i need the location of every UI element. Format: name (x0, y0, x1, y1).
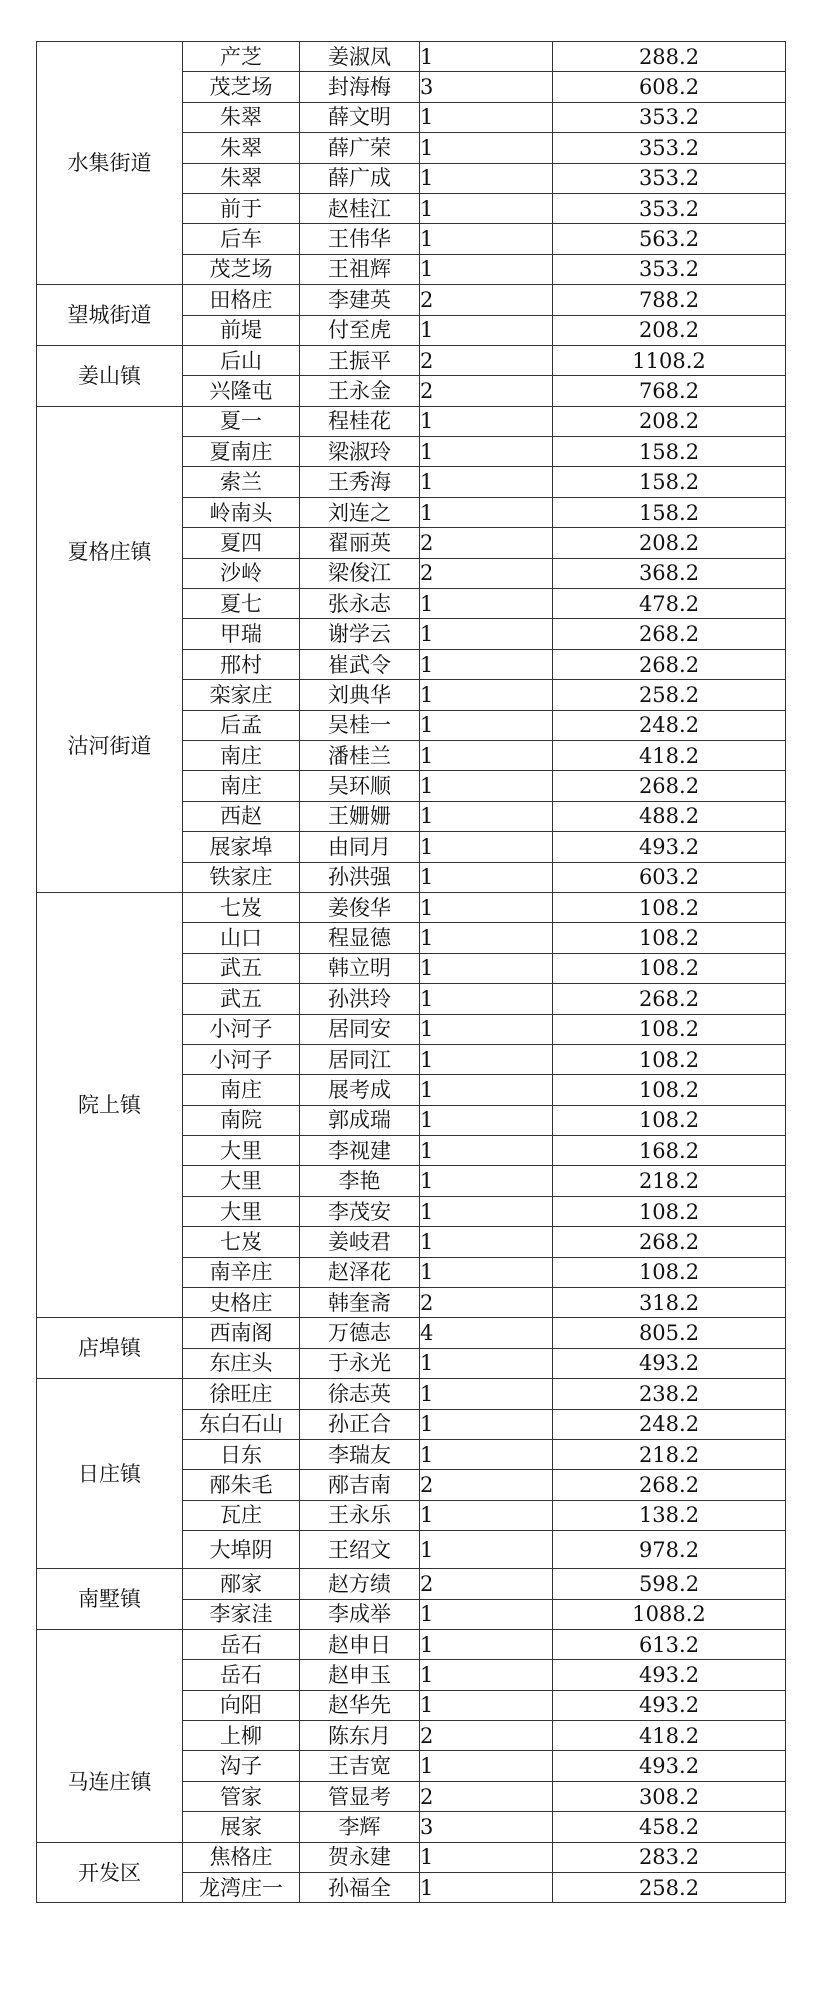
amount-cell: 603.2 (553, 862, 786, 892)
village-cell: 小河子 (183, 1044, 300, 1074)
name-cell: 王秀海 (300, 467, 420, 497)
village-cell: 夏七 (183, 589, 300, 619)
amount-cell: 488.2 (553, 801, 786, 831)
village-cell: 大里 (183, 1136, 300, 1166)
amount-cell: 598.2 (553, 1569, 786, 1599)
name-cell: 刘连之 (300, 497, 420, 527)
count-cell: 1 (420, 589, 553, 619)
count-cell: 4 (420, 1318, 553, 1348)
village-cell: 茂芝场 (183, 72, 300, 102)
name-cell: 吴桂一 (300, 710, 420, 740)
town-label: 院上镇 (78, 1093, 141, 1118)
name-cell: 刘典华 (300, 680, 420, 710)
table-row (37, 345, 786, 375)
amount-cell: 248.2 (553, 1409, 786, 1439)
count-cell: 1 (420, 1409, 553, 1439)
amount-cell: 805.2 (553, 1318, 786, 1348)
name-cell: 居同江 (300, 1044, 420, 1074)
village-cell: 田格庄 (183, 285, 300, 315)
amount-cell: 353.2 (553, 254, 786, 284)
name-cell: 邴吉南 (300, 1470, 420, 1500)
count-cell: 2 (420, 1470, 553, 1500)
name-cell: 潘桂兰 (300, 740, 420, 770)
count-cell: 1 (420, 740, 553, 770)
name-cell: 孙福全 (300, 1873, 420, 1903)
count-cell: 2 (420, 1569, 553, 1599)
town-cell (37, 1569, 183, 1630)
name-cell: 郭成瑞 (300, 1105, 420, 1135)
count-cell: 1 (420, 1660, 553, 1690)
amount-cell: 788.2 (553, 285, 786, 315)
village-cell: 铁家庄 (183, 862, 300, 892)
name-cell: 陈东月 (300, 1721, 420, 1751)
count-cell: 1 (420, 619, 553, 649)
amount-cell: 478.2 (553, 589, 786, 619)
table-row (37, 1379, 786, 1409)
count-cell: 1 (420, 1690, 553, 1720)
name-cell: 薛广成 (300, 163, 420, 193)
village-cell: 岳石 (183, 1660, 300, 1690)
village-cell: 上柳 (183, 1721, 300, 1751)
amount-cell: 108.2 (553, 1105, 786, 1135)
village-cell: 后孟 (183, 710, 300, 740)
count-cell: 1 (420, 315, 553, 345)
name-cell: 李瑞友 (300, 1439, 420, 1469)
name-cell: 孙洪玲 (300, 984, 420, 1014)
table-row (37, 285, 786, 315)
town-label: 水集街道 (67, 151, 152, 176)
name-cell: 王祖辉 (300, 254, 420, 284)
name-cell: 封海梅 (300, 72, 420, 102)
name-cell: 王永乐 (300, 1500, 420, 1530)
village-cell: 兴隆屯 (183, 376, 300, 406)
town-label: 日庄镇 (78, 1461, 141, 1486)
village-cell: 夏一 (183, 406, 300, 436)
name-cell: 贺永建 (300, 1842, 420, 1872)
village-cell: 展家埠 (183, 832, 300, 862)
name-cell: 赵华先 (300, 1690, 420, 1720)
count-cell: 1 (420, 406, 553, 436)
amount-cell: 418.2 (553, 1721, 786, 1751)
count-cell: 1 (420, 254, 553, 284)
village-cell: 甲瑞 (183, 619, 300, 649)
count-cell: 1 (420, 193, 553, 223)
name-cell: 由同月 (300, 832, 420, 862)
count-cell: 3 (420, 1812, 553, 1842)
count-cell: 1 (420, 1873, 553, 1903)
amount-cell: 108.2 (553, 1044, 786, 1074)
village-cell: 大里 (183, 1166, 300, 1196)
village-cell: 东庄头 (183, 1348, 300, 1378)
name-cell: 韩奎斋 (300, 1288, 420, 1318)
count-cell: 1 (420, 1379, 553, 1409)
relief-allocation-table (36, 41, 786, 1903)
village-cell: 夏四 (183, 528, 300, 558)
village-cell: 瓦庄 (183, 1500, 300, 1530)
name-cell: 韩立明 (300, 953, 420, 983)
town-cell (37, 1379, 183, 1569)
count-cell: 1 (420, 1105, 553, 1135)
count-cell: 1 (420, 1531, 553, 1569)
amount-cell: 493.2 (553, 1690, 786, 1720)
count-cell: 1 (420, 1044, 553, 1074)
village-cell: 日东 (183, 1439, 300, 1469)
village-cell: 邴家 (183, 1569, 300, 1599)
count-cell: 1 (420, 862, 553, 892)
village-cell: 朱翠 (183, 133, 300, 163)
amount-cell: 608.2 (553, 72, 786, 102)
count-cell: 1 (420, 102, 553, 132)
village-cell: 龙湾庄一 (183, 1873, 300, 1903)
count-cell: 2 (420, 285, 553, 315)
village-cell: 前于 (183, 193, 300, 223)
village-cell: 向阳 (183, 1690, 300, 1720)
village-cell: 后车 (183, 224, 300, 254)
town-label: 店埠镇 (78, 1336, 141, 1361)
name-cell: 王绍文 (300, 1531, 420, 1569)
name-cell: 赵桂江 (300, 193, 420, 223)
amount-cell: 108.2 (553, 1257, 786, 1287)
village-cell: 徐旺庄 (183, 1379, 300, 1409)
village-cell: 产芝 (183, 42, 300, 72)
name-cell: 赵泽花 (300, 1257, 420, 1287)
count-cell: 1 (420, 467, 553, 497)
town-cell (37, 1318, 183, 1379)
count-cell: 1 (420, 1196, 553, 1226)
name-cell: 薛文明 (300, 102, 420, 132)
name-cell: 于永光 (300, 1348, 420, 1378)
amount-cell: 268.2 (553, 1470, 786, 1500)
town-cell (37, 285, 183, 346)
name-cell: 王吉宽 (300, 1751, 420, 1781)
town-label: 马连庄镇 (67, 1770, 152, 1795)
amount-cell: 108.2 (553, 953, 786, 983)
town-label: 姜山镇 (78, 363, 141, 388)
name-cell: 李辉 (300, 1812, 420, 1842)
amount-cell: 493.2 (553, 1348, 786, 1378)
count-cell: 1 (420, 163, 553, 193)
count-cell: 1 (420, 1599, 553, 1629)
name-cell: 姜俊华 (300, 892, 420, 922)
amount-cell: 208.2 (553, 406, 786, 436)
table-row (37, 1569, 786, 1599)
amount-cell: 108.2 (553, 1014, 786, 1044)
village-cell: 南辛庄 (183, 1257, 300, 1287)
name-cell: 孙洪强 (300, 862, 420, 892)
amount-cell: 108.2 (553, 923, 786, 953)
name-cell: 谢学云 (300, 619, 420, 649)
name-cell: 李艳 (300, 1166, 420, 1196)
village-cell: 西南阁 (183, 1318, 300, 1348)
count-cell: 1 (420, 801, 553, 831)
amount-cell: 238.2 (553, 1379, 786, 1409)
name-cell: 李建英 (300, 285, 420, 315)
count-cell: 1 (420, 953, 553, 983)
village-cell: 史格庄 (183, 1288, 300, 1318)
count-cell: 1 (420, 42, 553, 72)
village-cell: 沟子 (183, 1751, 300, 1781)
village-cell: 夏南庄 (183, 437, 300, 467)
name-cell: 姜岐君 (300, 1227, 420, 1257)
village-cell: 南院 (183, 1105, 300, 1135)
amount-cell: 493.2 (553, 1751, 786, 1781)
village-cell: 东白石山 (183, 1409, 300, 1439)
amount-cell: 418.2 (553, 740, 786, 770)
name-cell: 梁俊江 (300, 558, 420, 588)
name-cell: 管显考 (300, 1781, 420, 1811)
village-cell: 武五 (183, 984, 300, 1014)
name-cell: 孙正合 (300, 1409, 420, 1439)
village-cell: 前堤 (183, 315, 300, 345)
amount-cell: 353.2 (553, 133, 786, 163)
name-cell: 翟丽英 (300, 528, 420, 558)
name-cell: 展考成 (300, 1075, 420, 1105)
amount-cell: 458.2 (553, 1812, 786, 1842)
count-cell: 1 (420, 1439, 553, 1469)
amount-cell: 613.2 (553, 1629, 786, 1659)
table-row (37, 1629, 786, 1659)
amount-cell: 218.2 (553, 1439, 786, 1469)
amount-cell: 268.2 (553, 771, 786, 801)
name-cell: 赵申日 (300, 1629, 420, 1659)
table-body (37, 42, 786, 1903)
village-cell: 索兰 (183, 467, 300, 497)
village-cell: 南庄 (183, 771, 300, 801)
village-cell: 南庄 (183, 740, 300, 770)
name-cell: 李茂安 (300, 1196, 420, 1226)
town-label-secondary: 沽河街道 (67, 734, 152, 759)
amount-cell: 258.2 (553, 680, 786, 710)
count-cell: 1 (420, 1842, 553, 1872)
village-cell: 焦格庄 (183, 1842, 300, 1872)
village-cell: 大里 (183, 1196, 300, 1226)
name-cell: 王振平 (300, 345, 420, 375)
amount-cell: 978.2 (553, 1531, 786, 1569)
name-cell: 赵申玉 (300, 1660, 420, 1690)
amount-cell: 248.2 (553, 710, 786, 740)
count-cell: 1 (420, 710, 553, 740)
village-cell: 小河子 (183, 1014, 300, 1044)
amount-cell: 493.2 (553, 1660, 786, 1690)
town-cell (37, 406, 183, 892)
amount-cell: 353.2 (553, 102, 786, 132)
count-cell: 1 (420, 923, 553, 953)
amount-cell: 288.2 (553, 42, 786, 72)
count-cell: 2 (420, 1721, 553, 1751)
table-row (37, 406, 786, 436)
amount-cell: 308.2 (553, 1781, 786, 1811)
count-cell: 1 (420, 1348, 553, 1378)
count-cell: 2 (420, 376, 553, 406)
count-cell: 1 (420, 1500, 553, 1530)
village-cell: 武五 (183, 953, 300, 983)
name-cell: 程显德 (300, 923, 420, 953)
amount-cell: 1088.2 (553, 1599, 786, 1629)
village-cell: 七岌 (183, 892, 300, 922)
count-cell: 1 (420, 649, 553, 679)
village-cell: 岳石 (183, 1629, 300, 1659)
village-cell: 李家洼 (183, 1599, 300, 1629)
village-cell: 邢村 (183, 649, 300, 679)
amount-cell: 563.2 (553, 224, 786, 254)
count-cell: 2 (420, 1288, 553, 1318)
town-label: 南墅镇 (78, 1587, 141, 1612)
name-cell: 姜淑凤 (300, 42, 420, 72)
name-cell: 张永志 (300, 589, 420, 619)
town-label: 望城街道 (67, 303, 152, 328)
amount-cell: 493.2 (553, 832, 786, 862)
amount-cell: 353.2 (553, 193, 786, 223)
amount-cell: 258.2 (553, 1873, 786, 1903)
village-cell: 茂芝场 (183, 254, 300, 284)
name-cell: 王姗姗 (300, 801, 420, 831)
town-cell (37, 892, 183, 1317)
village-cell: 山口 (183, 923, 300, 953)
village-cell: 南庄 (183, 1075, 300, 1105)
name-cell: 万德志 (300, 1318, 420, 1348)
amount-cell: 158.2 (553, 497, 786, 527)
count-cell: 1 (420, 1629, 553, 1659)
count-cell: 1 (420, 892, 553, 922)
count-cell: 1 (420, 133, 553, 163)
amount-cell: 138.2 (553, 1500, 786, 1530)
count-cell: 1 (420, 1166, 553, 1196)
name-cell: 徐志英 (300, 1379, 420, 1409)
amount-cell: 318.2 (553, 1288, 786, 1318)
amount-cell: 218.2 (553, 1166, 786, 1196)
count-cell: 1 (420, 984, 553, 1014)
town-cell (37, 1629, 183, 1842)
count-cell: 1 (420, 224, 553, 254)
name-cell: 李成举 (300, 1599, 420, 1629)
amount-cell: 283.2 (553, 1842, 786, 1872)
count-cell: 3 (420, 72, 553, 102)
amount-cell: 168.2 (553, 1136, 786, 1166)
count-cell: 1 (420, 437, 553, 467)
count-cell: 1 (420, 680, 553, 710)
amount-cell: 108.2 (553, 1075, 786, 1105)
table-row (37, 892, 786, 922)
count-cell: 2 (420, 558, 553, 588)
count-cell: 1 (420, 771, 553, 801)
village-cell: 西赵 (183, 801, 300, 831)
town-cell (37, 1842, 183, 1903)
amount-cell: 768.2 (553, 376, 786, 406)
village-cell: 岭南头 (183, 497, 300, 527)
village-cell: 朱翠 (183, 163, 300, 193)
amount-cell: 368.2 (553, 558, 786, 588)
amount-cell: 268.2 (553, 1227, 786, 1257)
name-cell: 程桂花 (300, 406, 420, 436)
count-cell: 1 (420, 1136, 553, 1166)
village-cell: 大埠阴 (183, 1531, 300, 1569)
amount-cell: 1108.2 (553, 345, 786, 375)
village-cell: 朱翠 (183, 102, 300, 132)
village-cell: 沙岭 (183, 558, 300, 588)
town-cell (37, 42, 183, 285)
amount-cell: 108.2 (553, 892, 786, 922)
town-label: 开发区 (78, 1860, 141, 1885)
village-cell: 展家 (183, 1812, 300, 1842)
count-cell: 2 (420, 345, 553, 375)
name-cell: 吴环顺 (300, 771, 420, 801)
count-cell: 1 (420, 1227, 553, 1257)
town-label: 夏格庄镇 (67, 540, 152, 565)
amount-cell: 108.2 (553, 1196, 786, 1226)
village-cell: 七岌 (183, 1227, 300, 1257)
table-row (37, 1842, 786, 1872)
table-row (37, 1318, 786, 1348)
amount-cell: 208.2 (553, 528, 786, 558)
name-cell: 崔武令 (300, 649, 420, 679)
name-cell: 付至虎 (300, 315, 420, 345)
count-cell: 1 (420, 832, 553, 862)
count-cell: 1 (420, 1075, 553, 1105)
count-cell: 1 (420, 1257, 553, 1287)
village-cell: 邴朱毛 (183, 1470, 300, 1500)
name-cell: 赵方绩 (300, 1569, 420, 1599)
name-cell: 薛广荣 (300, 133, 420, 163)
village-cell: 后山 (183, 345, 300, 375)
amount-cell: 353.2 (553, 163, 786, 193)
village-cell: 栾家庄 (183, 680, 300, 710)
count-cell: 1 (420, 1014, 553, 1044)
amount-cell: 208.2 (553, 315, 786, 345)
name-cell: 王永金 (300, 376, 420, 406)
amount-cell: 268.2 (553, 649, 786, 679)
name-cell: 李视建 (300, 1136, 420, 1166)
count-cell: 1 (420, 497, 553, 527)
town-cell (37, 345, 183, 406)
name-cell: 王伟华 (300, 224, 420, 254)
amount-cell: 158.2 (553, 437, 786, 467)
count-cell: 1 (420, 1751, 553, 1781)
count-cell: 2 (420, 528, 553, 558)
table-row (37, 42, 786, 72)
name-cell: 居同安 (300, 1014, 420, 1044)
count-cell: 2 (420, 1781, 553, 1811)
amount-cell: 158.2 (553, 467, 786, 497)
amount-cell: 268.2 (553, 984, 786, 1014)
village-cell: 管家 (183, 1781, 300, 1811)
name-cell: 梁淑玲 (300, 437, 420, 467)
amount-cell: 268.2 (553, 619, 786, 649)
